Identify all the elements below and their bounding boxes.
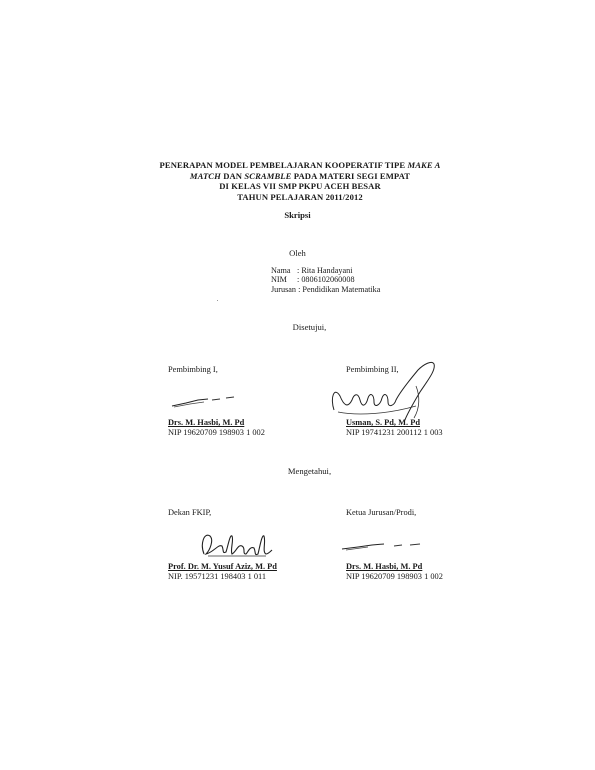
head-nip: NIP 19620709 198903 1 002 — [346, 572, 443, 581]
title-line-4: TAHUN PELAJARAN 2011/2012 — [237, 191, 363, 202]
nim-label: NIM — [271, 275, 287, 285]
advisor2-nip: NIP 19741231 200112 1 003 — [346, 428, 443, 437]
advisor2-name: Usman, S. Pd, M. Pd — [346, 418, 420, 427]
known-label: Mengetahui, — [287, 466, 332, 476]
approved-label: Disetujui, — [292, 322, 327, 332]
nim-value: : 0806102060008 — [297, 275, 355, 285]
advisor2-role: Pembimbing II, — [346, 365, 399, 374]
title-line-3: DI KELAS VII SMP PKPU ACEH BESAR — [219, 181, 381, 191]
advisor1-nip: NIP 19620709 198903 1 002 — [168, 428, 265, 437]
title-line-2: MATCH DAN SCRAMBLE PADA MATERI SEGI EMPAT — [189, 170, 411, 181]
nama-label: Nama — [271, 266, 291, 275]
document-type: Skripsi — [284, 210, 311, 220]
student-identity — [271, 266, 380, 294]
scan-speck — [217, 300, 218, 301]
advisor1-name: Drs. M. Hasbi, M. Pd — [168, 418, 245, 427]
jurusan-label: Jurusan — [271, 284, 297, 294]
advisor1-role: Pembimbing I, — [168, 365, 218, 374]
advisor1-signature — [168, 392, 248, 412]
thesis-title — [150, 160, 450, 202]
dean-name: Prof. Dr. M. Yusuf Aziz, M. Pd — [168, 562, 277, 571]
oleh-label: Oleh — [289, 248, 306, 258]
dean-nip: NIP. 19571231 198403 1 011 — [168, 572, 267, 581]
head-signature — [338, 536, 428, 556]
dean-role: Dekan FKIP, — [168, 508, 212, 517]
title-line-1: PENERAPAN MODEL PEMBELAJARAN KOOPERATIF TIPE MAKE A — [159, 160, 441, 170]
head-name: Drs. M. Hasbi, M. Pd — [346, 562, 423, 571]
head-role: Ketua Jurusan/Prodi, — [346, 508, 417, 517]
dean-signature — [196, 526, 276, 562]
jurusan-value: : Pendidikan Matematika — [298, 284, 381, 294]
nama-value: : Rita Handayani — [297, 266, 353, 275]
